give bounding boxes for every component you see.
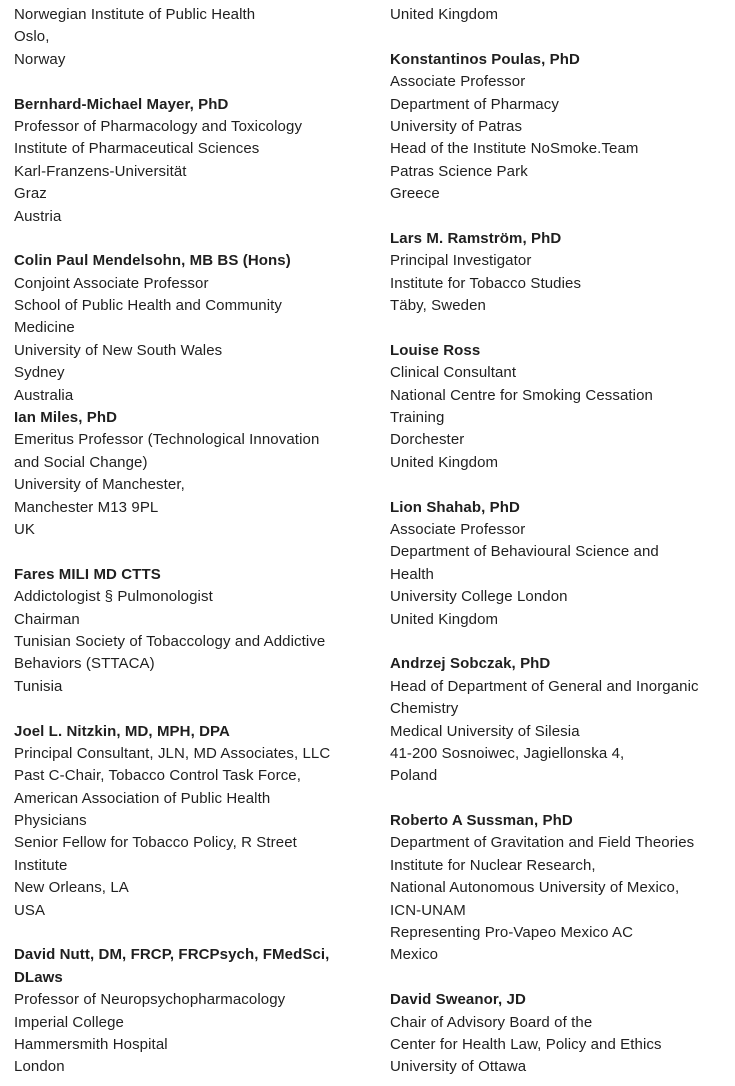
affiliation-line: Patras Science Park: [390, 162, 528, 180]
affiliation-line: Mexico: [390, 946, 439, 964]
affiliation-line: Head of Department of General and Inorganic: [390, 677, 699, 695]
person-name: DLaws: [14, 968, 63, 986]
affiliation-line: Graz: [14, 185, 47, 203]
person-name: Colin Paul Mendelsohn, MB BS (Hons): [14, 252, 291, 270]
blank-line: [390, 788, 730, 810]
person-name: Andrzej Sobczak, PhD: [390, 655, 551, 673]
affiliation-line: Institute of Pharmaceutical Sciences: [14, 140, 260, 158]
right-column: [390, 4, 730, 1079]
affiliation-line: Australia: [14, 386, 74, 404]
left-column: [14, 4, 376, 1079]
person-name: David Nutt, DM, FRCP, FRCPsych, FMedSci,: [14, 946, 330, 964]
affiliation-line: Physicians: [14, 812, 87, 830]
affiliation-line: Täby, Sweden: [390, 297, 486, 315]
affiliation-line: London: [14, 1058, 65, 1076]
affiliation-line: Institute for Nuclear Research,: [390, 856, 596, 874]
affiliation-line: United Kingdom: [390, 6, 499, 23]
blank-line: [390, 474, 730, 496]
affiliation-line: Emeritus Professor (Technological Innovation: [14, 431, 320, 449]
blank-line: [390, 317, 730, 339]
affiliation-line: Medical University of Silesia: [390, 722, 580, 740]
affiliation-line: UK: [14, 520, 36, 538]
affiliation-line: Norwegian Institute of Public Health: [14, 6, 256, 23]
affiliation-line: National Centre for Smoking Cessation: [390, 386, 653, 404]
blank-line: [14, 541, 376, 563]
person-name: Ian Miles, PhD: [14, 409, 118, 427]
affiliation-line: University of Manchester,: [14, 476, 185, 494]
affiliation-line: Health: [390, 565, 434, 583]
affiliation-line: Poland: [390, 767, 438, 785]
affiliation-line: Institute for Tobacco Studies: [390, 274, 582, 292]
affiliation-line: American Association of Public Health: [14, 789, 271, 807]
person-name: Konstantinos Poulas, PhD: [390, 50, 580, 68]
affiliation-line: Principal Investigator: [390, 252, 532, 270]
affiliation-line: Associate Professor: [390, 520, 526, 538]
affiliation-line: Dorchester: [390, 431, 465, 449]
affiliation-line: Chairman: [14, 610, 80, 628]
blank-line: [14, 698, 376, 720]
affiliation-line: New Orleans, LA: [14, 879, 129, 897]
person-name: Lars M. Ramström, PhD: [390, 229, 562, 247]
affiliation-line: Behaviors (STTACA): [14, 655, 155, 673]
affiliation-line: University of Patras: [390, 117, 523, 135]
affiliation-line: Principal Consultant, JLN, MD Associates, LLC: [14, 744, 331, 762]
affiliation-line: Karl-Franzens-Universität: [14, 162, 187, 180]
affiliation-line: Training: [390, 409, 445, 427]
affiliation-line: and Social Change): [14, 453, 148, 471]
affiliation-line: Chemistry: [390, 700, 459, 718]
person-name: Bernhard-Michael Mayer, PhD: [14, 95, 229, 113]
affiliation-line: ICN-UNAM: [390, 901, 466, 919]
affiliation-line: Professor of Pharmacology and Toxicology: [14, 117, 303, 135]
blank-line: [14, 228, 376, 250]
person-name: Louise Ross: [390, 341, 481, 359]
affiliation-line: Professor of Neuropsychopharmacology: [14, 991, 286, 1009]
affiliation-line: Imperial College: [14, 1013, 124, 1031]
affiliation-line: Chair of Advisory Board of the: [390, 1013, 593, 1031]
affiliation-line: Sydney: [14, 364, 65, 382]
affiliation-line: Norway: [14, 50, 66, 68]
blank-line: [14, 922, 376, 944]
affiliation-line: Institute: [14, 856, 68, 874]
affiliation-line: United Kingdom: [390, 610, 499, 628]
person-name: Lion Shahab, PhD: [390, 498, 520, 516]
person-name: Fares MILI MD CTTS: [14, 565, 161, 583]
affiliation-line: 41-200 Sosnoiwec, Jagiellonska 4,: [390, 744, 625, 762]
affiliation-line: University College London: [390, 588, 568, 606]
affiliation-line: Senior Fellow for Tobacco Policy, R Street: [14, 834, 297, 852]
affiliation-line: Tunisia: [14, 677, 63, 695]
affiliation-line: Associate Professor: [390, 73, 526, 91]
affiliation-line: Past C-Chair, Tobacco Control Task Force,: [14, 767, 301, 785]
affiliation-line: University of Ottawa: [390, 1058, 527, 1076]
blank-line: [390, 967, 730, 989]
affiliation-line: Department of Pharmacy: [390, 95, 559, 113]
affiliation-line: University of New South Wales: [14, 341, 223, 359]
blank-line: [14, 71, 376, 93]
affiliation-line: Center for Health Law, Policy and Ethics: [390, 1035, 662, 1053]
person-name: Joel L. Nitzkin, MD, MPH, DPA: [14, 722, 230, 740]
affiliation-line: Medicine: [14, 319, 75, 337]
affiliation-line: Head of the Institute NoSmoke.Team: [390, 140, 639, 158]
person-name: Roberto A Sussman, PhD: [390, 812, 573, 830]
affiliation-line: Manchester M13 9PL: [14, 498, 159, 516]
affiliation-line: Addictologist § Pulmonologist: [14, 588, 213, 606]
affiliation-line: Oslo,: [14, 28, 50, 46]
affiliation-line: Hammersmith Hospital: [14, 1035, 168, 1053]
affiliation-line: Conjoint Associate Professor: [14, 274, 209, 292]
blank-line: [390, 26, 730, 48]
affiliation-line: United Kingdom: [390, 453, 499, 471]
affiliation-line: Department of Gravitation and Field Theories: [390, 834, 695, 852]
affiliation-line: School of Public Health and Community: [14, 297, 283, 315]
affiliation-line: National Autonomous University of Mexico,: [390, 879, 680, 897]
person-name: David Sweanor, JD: [390, 991, 526, 1009]
affiliation-line: Department of Behavioural Science and: [390, 543, 659, 561]
affiliation-line: Clinical Consultant: [390, 364, 517, 382]
affiliation-line: USA: [14, 901, 46, 919]
affiliation-line: Representing Pro-Vapeo Mexico AC: [390, 924, 634, 942]
blank-line: [390, 631, 730, 653]
affiliation-line: Austria: [14, 207, 62, 225]
affiliation-line: Greece: [390, 185, 440, 203]
affiliation-line: Tunisian Society of Tobaccology and Addictive: [14, 632, 326, 650]
blank-line: [390, 206, 730, 228]
